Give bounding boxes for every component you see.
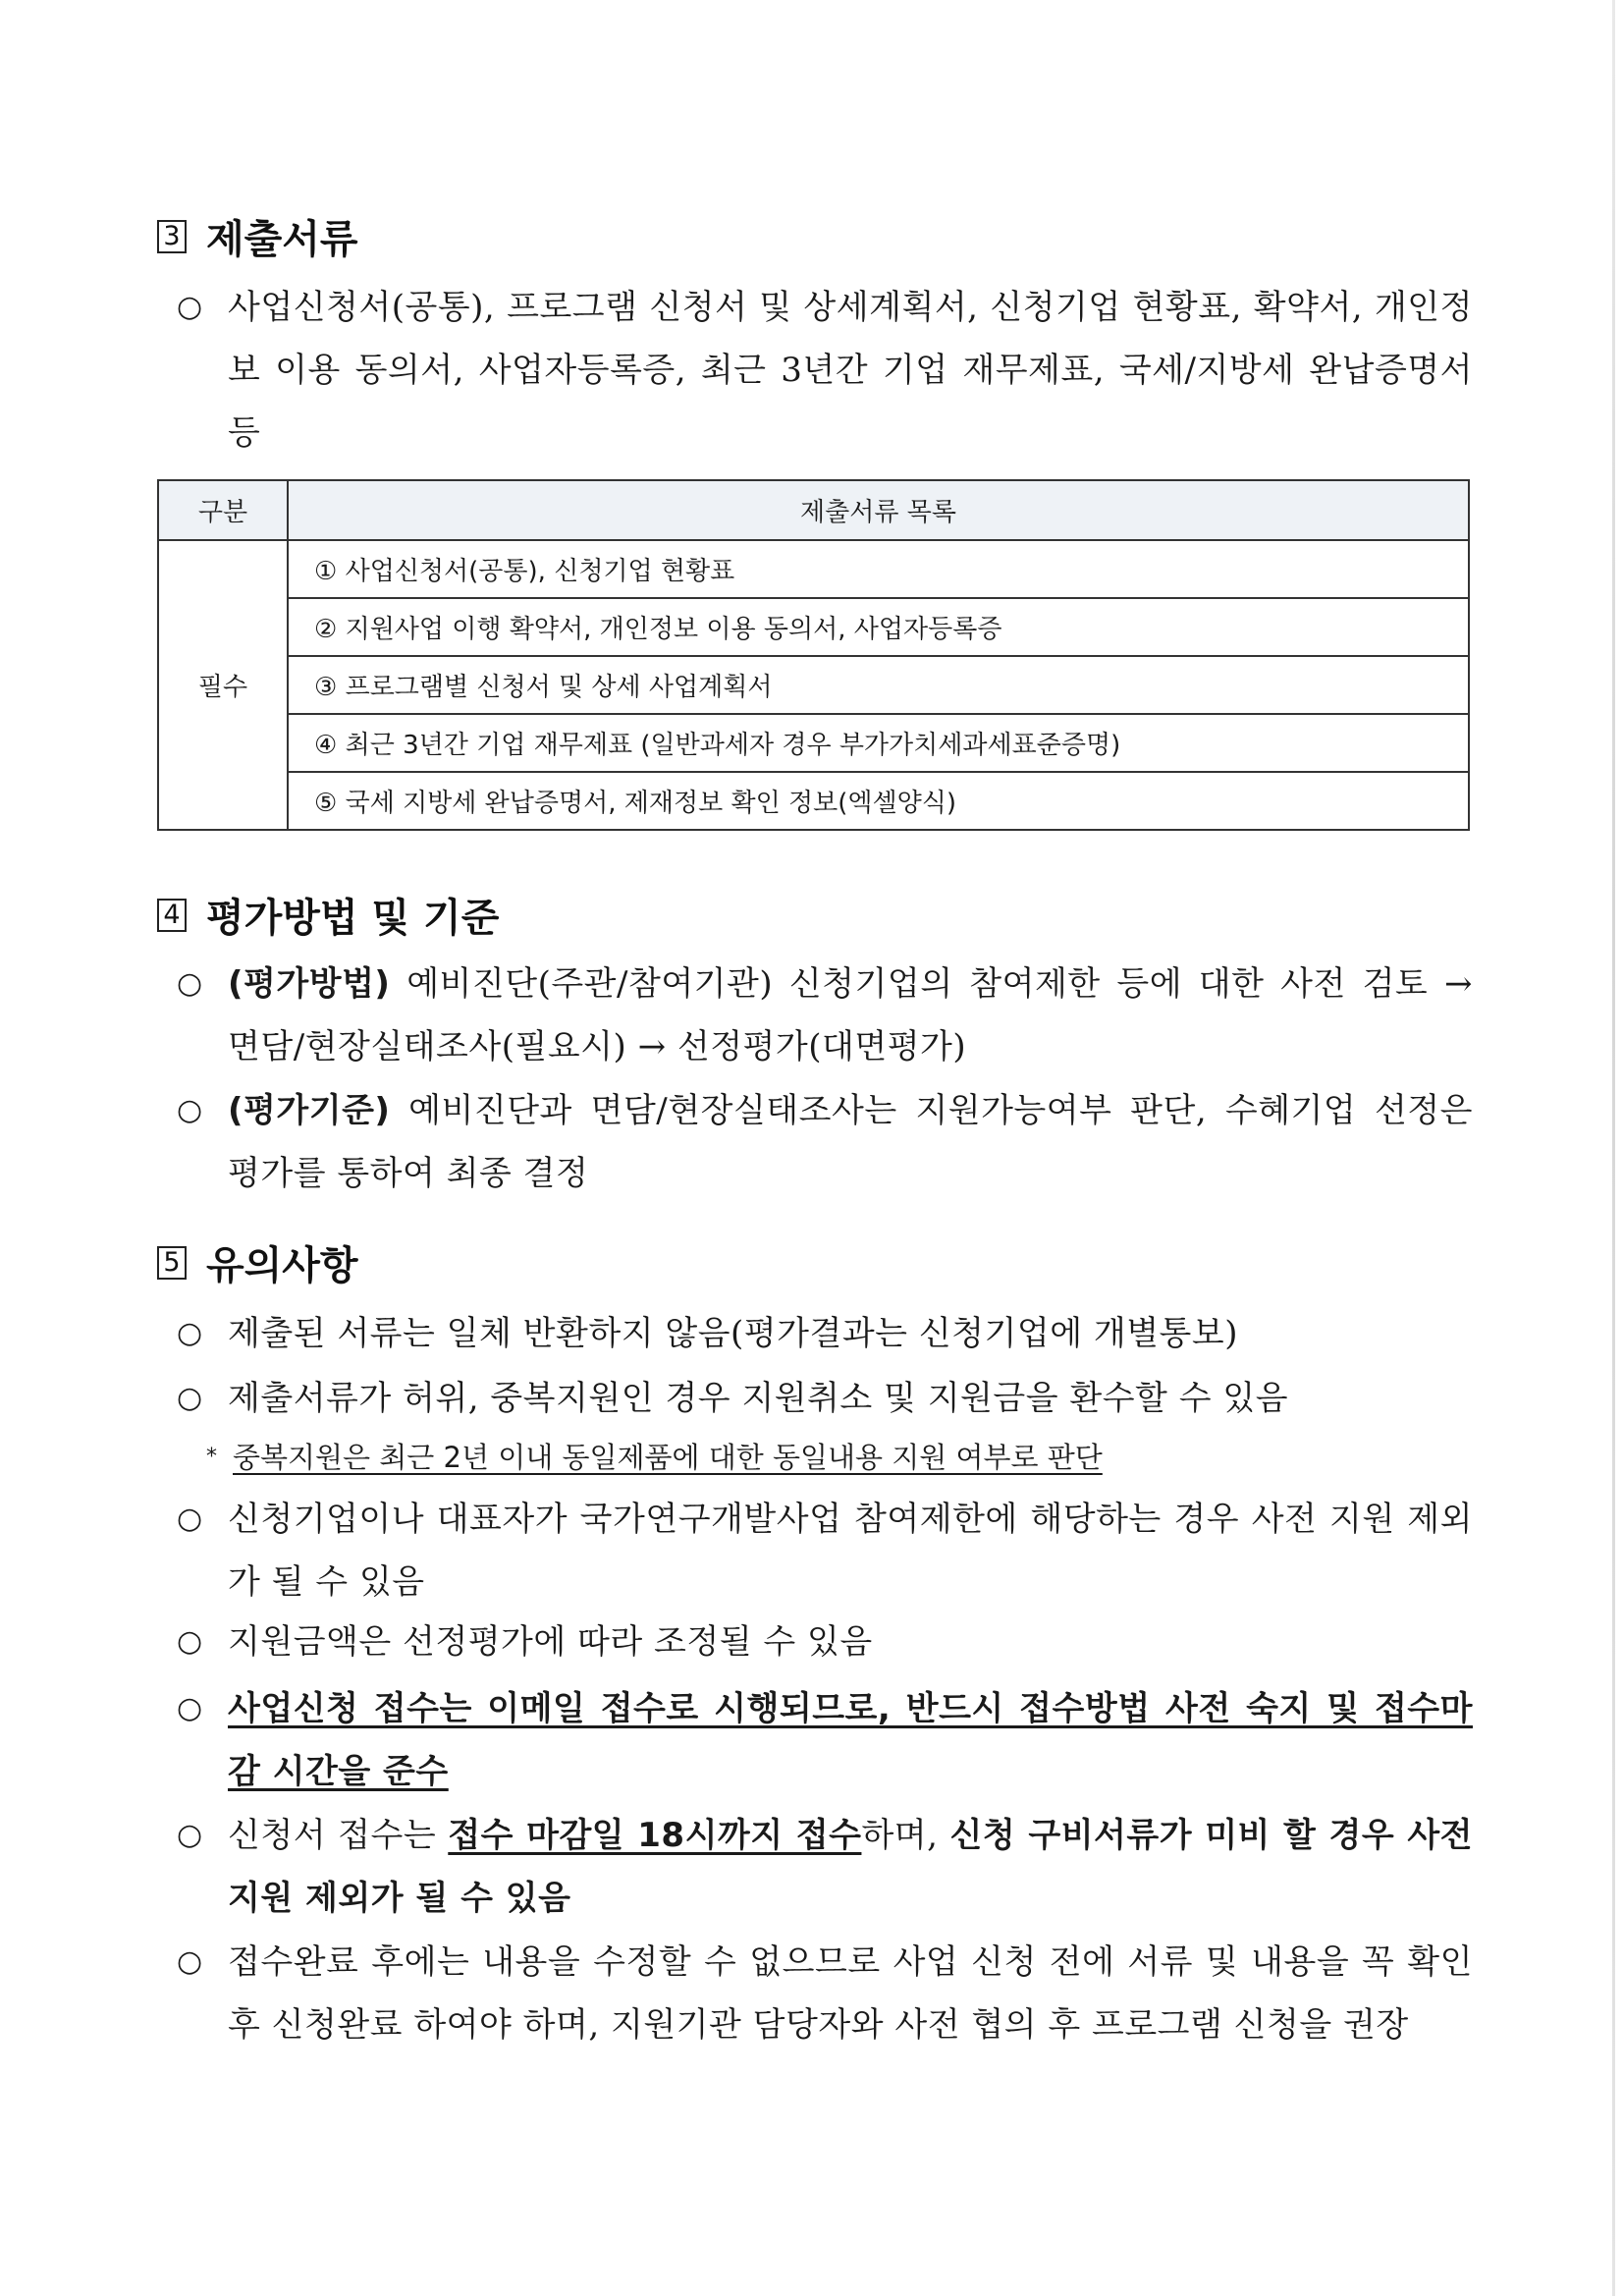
- circle-bullet-icon: ○: [177, 1818, 203, 1852]
- bullet-content: 예비진단(주관/참여기관) 신청기업의 참여제한 등에 대한 사전 검토 → 면담/현장실태조사(필요시) → 선정평가(대면평가): [228, 964, 1473, 1066]
- notice-bullet-7: [177, 1931, 1473, 2056]
- bullet-text: [228, 953, 1473, 1078]
- bullet-text: 사업신청서(공통), 프로그램 신청서 및 상세계획서, 신청기업 현황표, 확약서, 개인정보 이용 동의서, 사업자등록증, 최근 3년간 기업 재무제표, 국세/지방세 완납증명서 등: [228, 288, 1473, 453]
- table-row: [158, 540, 1469, 598]
- bullet-text: 사업신청 접수는 이메일 접수로 시행되므로, 반드시 접수방법 사전 숙지 및 접수마감 시간을 준수: [228, 1689, 1473, 1791]
- section-number-box: 4: [157, 899, 187, 932]
- circle-bullet-icon: ○: [177, 290, 203, 324]
- deadline-text: 접수 마감일 18시까지 접수: [448, 1816, 862, 1855]
- section-3-heading: [157, 208, 358, 264]
- documents-table: [157, 479, 1470, 831]
- note-text: 중복지원은 최근 2년 이내 동일제품에 대한 동일내용 지원 여부로 판단: [233, 1441, 1103, 1474]
- table-category-cell: 필수: [158, 540, 288, 830]
- circle-bullet-icon: ○: [177, 1691, 203, 1725]
- section-title: 제출서류: [206, 217, 358, 262]
- notice-bullet-6: [177, 1804, 1473, 1930]
- circle-bullet-icon: ○: [177, 1316, 203, 1350]
- section-4-heading: [157, 887, 499, 943]
- circle-bullet-icon: ○: [177, 1381, 203, 1415]
- section-title: 평가방법 및 기준: [206, 896, 500, 941]
- bullet-text: 접수완료 후에는 내용을 수정할 수 없으므로 사업 신청 전에 서류 및 내용을 꼭 확인 후 신청완료 하여야 하며, 지원기관 담당자와 사전 협의 후 프로그램 신청을 권장: [228, 1942, 1473, 2045]
- bullet-label: (평가방법): [228, 964, 391, 1004]
- table-item-cell: ④ 최근 3년간 기업 재무제표 (일반과세자 경우 부가가치세과세표준증명): [288, 714, 1469, 772]
- notice-bullet-5: [177, 1677, 1473, 1803]
- table-row: [158, 598, 1469, 656]
- bullet-label: (평가기준): [228, 1091, 391, 1130]
- notice-bullet-4: [177, 1611, 1473, 1673]
- notice-bullet-2: [177, 1367, 1473, 1430]
- evaluation-method-bullet: [177, 953, 1473, 1078]
- bullet-text: [228, 1079, 1473, 1205]
- section-number-box: 5: [157, 1246, 187, 1280]
- circle-bullet-icon: ○: [177, 1502, 203, 1536]
- circle-bullet-icon: ○: [177, 966, 203, 1001]
- table-item-cell: ③ 프로그램별 신청서 및 상세 사업계획서: [288, 656, 1469, 714]
- bullet-text: 신청기업이나 대표자가 국가연구개발사업 참여제한에 해당하는 경우 사전 지원 제외가 될 수 있음: [228, 1500, 1473, 1602]
- section-3-bullet: [177, 276, 1473, 465]
- bullet-part: 신청서 접수는: [228, 1816, 449, 1855]
- notice-bullet-1: [177, 1302, 1473, 1365]
- bullet-text: 제출된 서류는 일체 반환하지 않음(평가결과는 신청기업에 개별통보): [228, 1314, 1239, 1353]
- notice-bullet-3: [177, 1488, 1473, 1613]
- scan-edge-shadow: [1612, 0, 1615, 2296]
- bullet-content: 예비진단과 면담/현장실태조사는 지원가능여부 판단, 수혜기업 선정은 평가를 통하여 최종 결정: [228, 1091, 1473, 1193]
- table-item-cell: ② 지원사업 이행 확약서, 개인정보 이용 동의서, 사업자등록증: [288, 598, 1469, 656]
- circle-bullet-icon: ○: [177, 1944, 203, 1979]
- duplicate-support-note: [206, 1436, 1103, 1479]
- bullet-text: 지원금액은 선정평가에 따라 조정될 수 있음: [228, 1622, 873, 1662]
- section-5-heading: [157, 1234, 358, 1290]
- table-row: [158, 656, 1469, 714]
- table-row: [158, 772, 1469, 830]
- table-item-cell: ⑤ 국세 지방세 완납증명서, 제재정보 확인 정보(엑셀양식): [288, 772, 1469, 830]
- section-title: 유의사항: [206, 1243, 358, 1288]
- exclusion-warning-text: 신청 구비서류가 미비 할 경우 사전 지원 제외가 될 수 있음: [228, 1816, 1474, 1918]
- bullet-part: 하며,: [861, 1816, 950, 1855]
- table-header-row: [158, 480, 1469, 540]
- asterisk-icon: *: [206, 1445, 217, 1469]
- circle-bullet-icon: ○: [177, 1093, 203, 1127]
- circle-bullet-icon: ○: [177, 1624, 203, 1659]
- table-row: [158, 714, 1469, 772]
- table-header-category: 구분: [158, 480, 288, 540]
- bullet-text: 제출서류가 허위, 중복지원인 경우 지원취소 및 지원금을 환수할 수 있음: [228, 1379, 1289, 1418]
- table-header-list: 제출서류 목록: [288, 480, 1469, 540]
- bullet-text: [228, 1804, 1473, 1930]
- section-number-box: 3: [157, 220, 187, 253]
- evaluation-criteria-bullet: [177, 1079, 1473, 1205]
- table-item-cell: ① 사업신청서(공통), 신청기업 현황표: [288, 540, 1469, 598]
